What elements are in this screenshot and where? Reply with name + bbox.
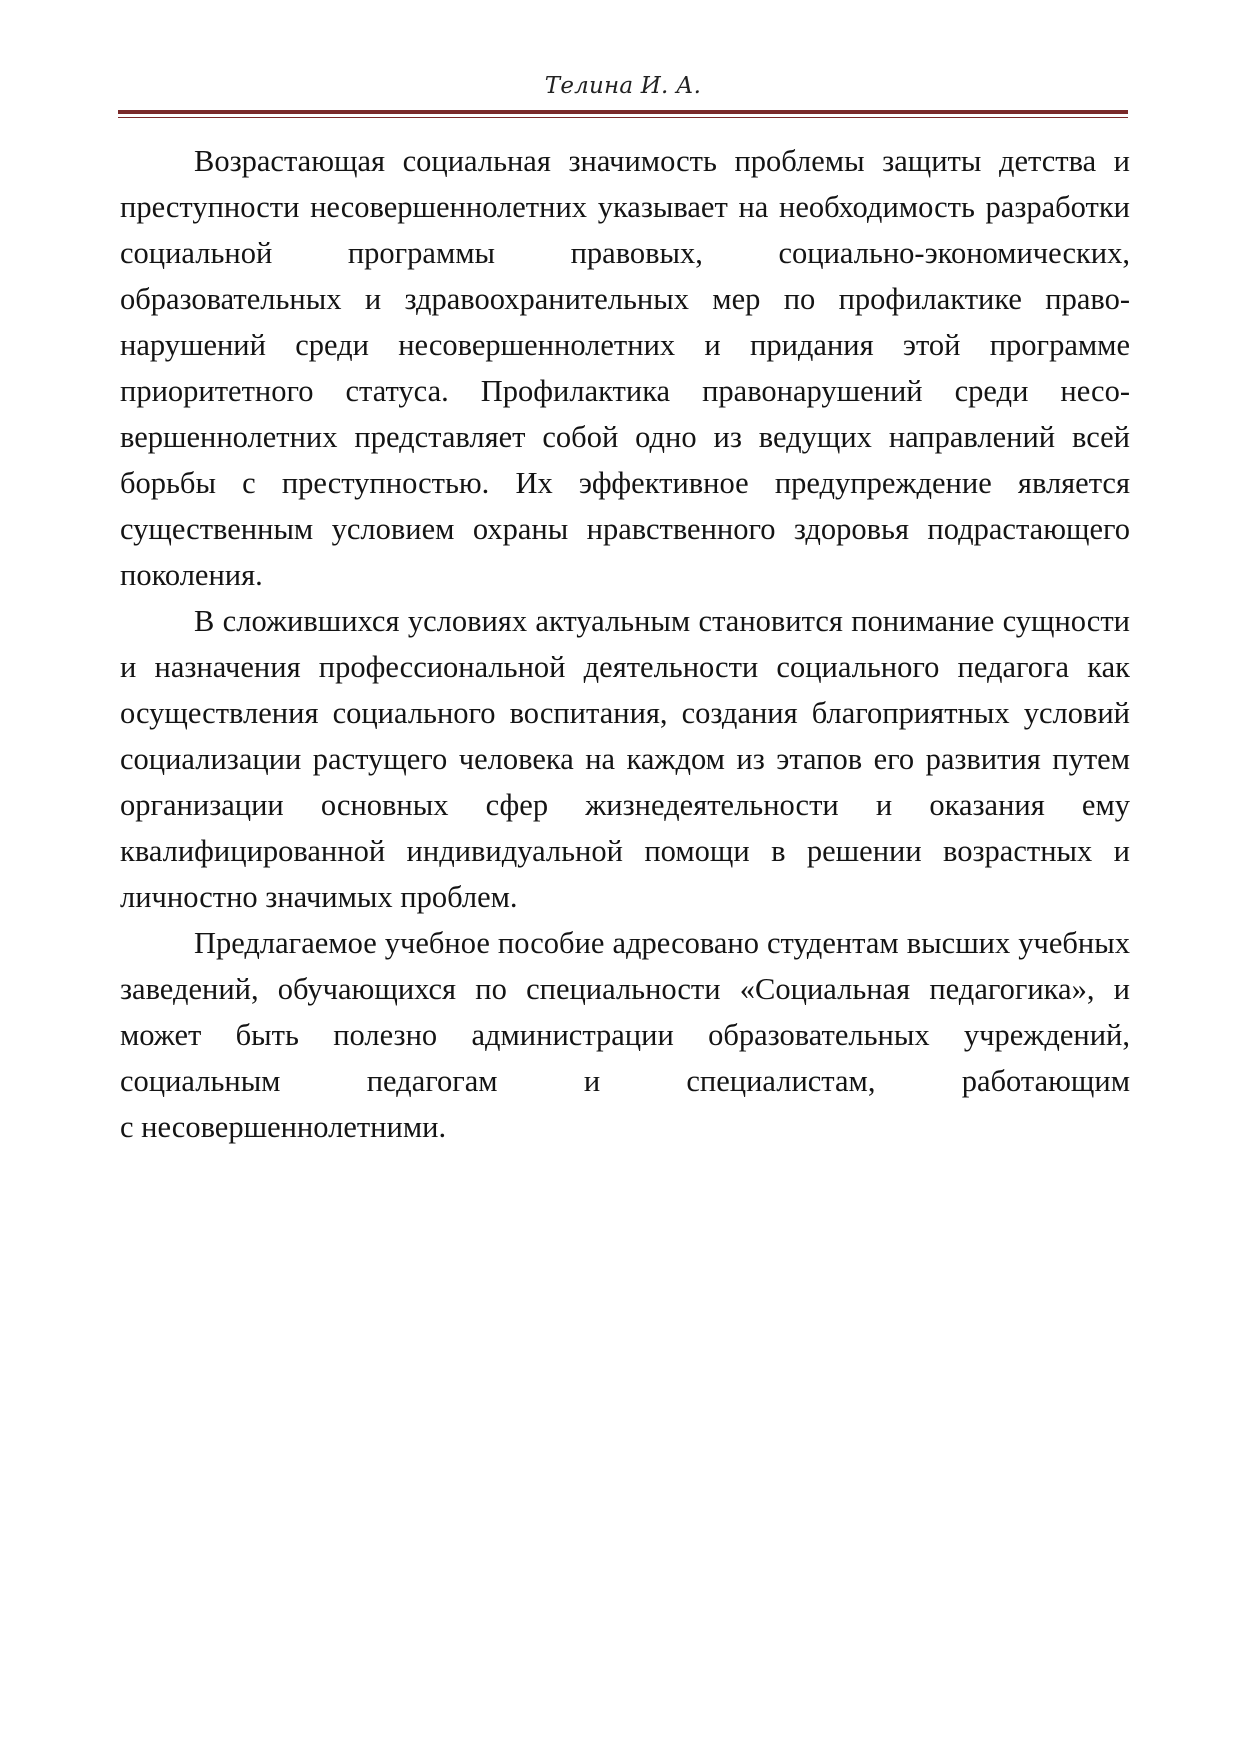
paragraph-1: Возрастающая социальная значимость проблемы защиты детства и преступности несовершеннолетних указывает на необходимость разработки социальной программы правовых, социально-экономических, образовательных и здравоохранительных мер по профилактике правонарушений среди несовершеннолетних и придания этой программе приоритетного статуса. Профилактика правонарушений среди несовершеннолетних представляет собой одно из ведущих направлений всей борьбы с преступностью. Их эффективное предупреждение является существенным условием охраны нравственного здоровья подрастающего поколения. [120,144,1130,592]
paragraph-2: В сложившихся условиях актуальным становится понимание сущности и назначения профессиональной деятельности социального педагога как осуществления социального воспитания, создания благоприятных условий социализации растущего человека на каждом из этапов его развития путем организации основных сфер жизнедеятельности и оказания ему квалифицированной индивидуальной помощи в решении возрастных и личностно значимых проблем. [120,604,1130,914]
page-body [120,138,1130,1150]
running-header-author: Телина И. А. [544,73,702,99]
header-rule-thin [118,117,1128,118]
header-rule-thick [118,110,1128,114]
paragraph-3: Предлагаемое учебное пособие адресовано студентам высших учебных заведений, обучающихся по специальности «Социальная педагогика», и может быть полезно администрации образовательных учреждений, социальным педагогам и специалистам, работающим с несовершеннолетними. [120,926,1130,1144]
